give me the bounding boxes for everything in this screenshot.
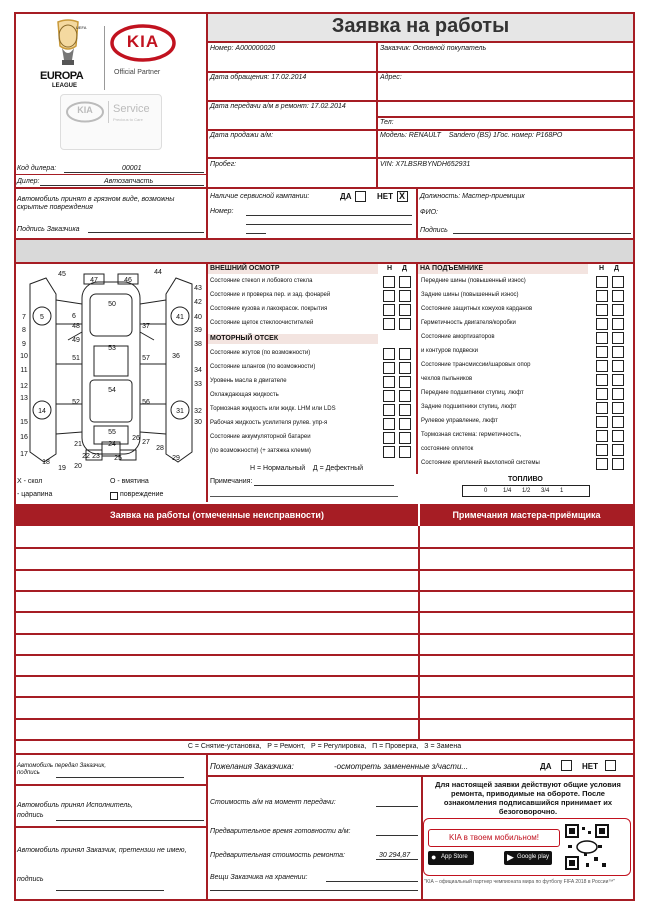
diagram-number: 27 [142, 439, 150, 446]
legend-box: повреждение [120, 491, 164, 498]
lift-item-label: Задние шины (повышенный износ) [421, 292, 519, 298]
europa-text: EUROPA [40, 70, 84, 82]
diagram-number: 44 [154, 269, 162, 276]
storage-label: Вещи Заказчика на хранении: [210, 874, 308, 881]
lift-checkbox-d[interactable] [612, 416, 624, 428]
lift-item-label: Тормозная система: герметичность, [421, 432, 522, 438]
external-item-label: Состояние стекол и лобового стекла [210, 278, 313, 284]
repair-label: Предварительная стоимость ремонта: [210, 852, 345, 859]
engine-item-label: Рабочая жидкость усилителя рулев. упр-я [210, 420, 328, 426]
diagram-number: 17 [20, 451, 28, 458]
lift-item-label: Состояние амортизаторов [421, 334, 495, 340]
lift-item-label: Состояние трансмиссии/шаровых опор [421, 362, 531, 368]
diagram-number: 7 [22, 314, 26, 321]
lift-col-d: Д [614, 265, 619, 272]
engine-checkbox-d[interactable] [399, 390, 411, 402]
wishes-yes-checkbox[interactable] [561, 760, 572, 771]
diagram-number: 18 [42, 459, 50, 466]
lift-checkbox-n[interactable] [596, 402, 608, 414]
field-model[interactable]: Модель: RENAULT Sandero (BS) 1Гос. номер: Р168РО [380, 132, 563, 139]
wishes-yes-label: ДА [540, 762, 552, 771]
league-text: LEAGUE [52, 83, 78, 89]
work-request-cell[interactable] [16, 527, 418, 546]
remarks-label: Примечания: [210, 478, 253, 485]
wishes-value[interactable]: -осмотреть замененные з/части... [334, 762, 469, 771]
external-header: ВНЕШНИЙ ОСМОТР [208, 264, 378, 274]
field-address[interactable]: Адрес: [380, 74, 402, 81]
engine-checkbox-n[interactable] [383, 404, 395, 416]
master-note-cell[interactable] [420, 591, 633, 610]
diagram-number: 26 [132, 435, 140, 442]
diagram-number: 46 [124, 277, 132, 284]
claims-sign-label: подпись [17, 876, 44, 883]
external-checkbox-d[interactable] [399, 304, 411, 316]
dealer-label: Дилер: [17, 178, 40, 185]
diagram-number: 56 [142, 399, 150, 406]
diagram-number: 6 [72, 313, 76, 320]
external-checkbox-n[interactable] [383, 318, 395, 330]
lift-checkbox-d[interactable] [612, 304, 624, 316]
ready-label: Предварительное время готовности а/м: [210, 828, 351, 835]
campaign-yes-checkbox[interactable] [355, 191, 366, 202]
lift-item-label: Состояние защитных кожухов карданов [421, 306, 533, 312]
lift-checkbox-n[interactable] [596, 276, 608, 288]
lift-checkbox-d[interactable] [612, 290, 624, 302]
diagram-number: 8 [22, 327, 26, 334]
lift-checkbox-n[interactable] [596, 318, 608, 330]
mobile-text: KIA в твоем мобильном! [428, 829, 560, 847]
campaign-label: Наличие сервисной кампании: [210, 193, 310, 200]
campaign-yes-label: ДА [340, 192, 352, 201]
diagram-number: 23 [92, 453, 100, 460]
engine-checkbox-d[interactable] [399, 362, 411, 374]
dealer-code-value[interactable]: 00001 [122, 165, 142, 172]
diagram-number: 29 [172, 455, 180, 462]
diagram-number: 48 [72, 323, 80, 330]
external-checkbox-d[interactable] [399, 318, 411, 330]
fuel-mark[interactable]: 1/2 [522, 488, 531, 494]
lift-checkbox-d[interactable] [612, 458, 624, 470]
lift-header: НА ПОДЪЕМНИКЕ [418, 264, 588, 274]
engine-header: МОТОРНЫЙ ОТСЕК [208, 334, 378, 344]
diagram-number: 43 [194, 285, 202, 292]
work-header-left: Заявка на работы (отмеченные неисправности) [16, 504, 418, 526]
fuel-label: ТОПЛИВО [508, 476, 543, 483]
external-item-label: Состояние щеток стеклоочистителей [210, 320, 314, 326]
work-request-cell[interactable] [16, 698, 418, 717]
engine-checkbox-d[interactable] [399, 348, 411, 360]
external-checkbox-n[interactable] [383, 290, 395, 302]
work-legend: С = Снятие-установка, Р = Ремонт, Р = Регулировка, П = Проверка, З = Замена [187, 743, 462, 750]
fuel-mark[interactable]: 0 [484, 488, 488, 494]
lift-item-label: состояние оплеток [421, 446, 474, 452]
terms-notice: Для настоящей заявки действуют общие условия ремонта, приводимые на обороте. После ознакомления подписавшийся принимает их безоговорочно. [435, 780, 621, 816]
engine-checkbox-n[interactable] [383, 418, 395, 430]
diagram-number: 14 [38, 408, 46, 415]
fifa-footnote: "KIA – официальный партнер чемпионата мира по футболу FIFA 2018 в России™" [424, 879, 616, 885]
lift-checkbox-d[interactable] [612, 402, 624, 414]
google-play-button[interactable]: ▶ Google play [504, 851, 552, 865]
diagram-number: 40 [194, 314, 202, 321]
lift-item-label: и контуров подвески [421, 348, 479, 354]
cost-label: Стоимость а/м на момент передачи: [210, 799, 336, 806]
diagram-number: 28 [156, 445, 164, 452]
field-mileage[interactable]: Пробег: [210, 161, 237, 168]
engine-checkbox-n[interactable] [383, 432, 395, 444]
fuel-mark[interactable]: 1 [560, 488, 564, 494]
diagram-number: 36 [172, 353, 180, 360]
app-store-button[interactable]: ● App Store [428, 851, 474, 865]
handed-label: Автомобиль передал Заказчик, [17, 763, 107, 769]
diagram-number: 11 [20, 367, 28, 374]
external-col-n: Н [387, 265, 393, 272]
diagram-number: 24 [108, 441, 116, 448]
engine-item-label: Состояние шлангов (по возможности) [210, 364, 316, 370]
wishes-no-label: НЕТ [582, 762, 598, 771]
diagram-number: 33 [194, 381, 202, 388]
engine-checkbox-n[interactable] [383, 376, 395, 388]
lift-checkbox-n[interactable] [596, 374, 608, 386]
diagram-number: 9 [22, 341, 26, 348]
lift-checkbox-d[interactable] [612, 346, 624, 358]
diagram-number: 39 [194, 327, 202, 334]
customer-signature-label: Подпись Заказчика [17, 226, 80, 233]
diagram-number: 34 [194, 367, 202, 374]
diagram-number: 25 [114, 455, 122, 462]
grey-band [16, 240, 633, 262]
legend-line: - царапина [17, 491, 53, 498]
external-item-label: Состояние и проверка пер. и зад. фонарей [210, 292, 331, 298]
fuel-mark[interactable]: 1/4 [503, 488, 512, 494]
diagram-number: 38 [194, 341, 202, 348]
external-checkbox-n[interactable] [383, 276, 395, 288]
field-sale-date[interactable]: Дата продажи а/м: [210, 132, 274, 139]
external-checkbox-n[interactable] [383, 304, 395, 316]
external-col-d: Д [402, 265, 407, 272]
engine-legend: Н = Нормальный Д = Дефектный [250, 465, 364, 472]
work-request-cell[interactable] [16, 634, 418, 653]
diagram-number: 52 [72, 399, 80, 406]
engine-item-label: Охлаждающая жидкость [210, 392, 279, 398]
field-vin[interactable]: VIN: X7LBSRBYNDH652931 [380, 161, 471, 168]
lift-checkbox-n[interactable] [596, 430, 608, 442]
external-checkbox-d[interactable] [399, 276, 411, 288]
lift-checkbox-n[interactable] [596, 332, 608, 344]
work-request-cell[interactable] [16, 676, 418, 695]
diagram-number: 19 [58, 465, 66, 472]
engine-item-label: Состояние жгутов (по возможности) [210, 350, 311, 356]
engine-item-label: Тормозная жидкость или жидк. LHM или LDS [210, 406, 336, 412]
lift-item-label: Герметичность двигателя/коробки [421, 320, 516, 326]
campaign-number-label: Номер: [210, 208, 234, 215]
lift-item-label: Передние шины (повышенный износ) [421, 278, 526, 284]
lift-checkbox-d[interactable] [612, 430, 624, 442]
lift-checkbox-n[interactable] [596, 444, 608, 456]
diagram-number: 20 [74, 463, 82, 470]
legend-o: O - вмятина [110, 478, 149, 485]
diagram-number: 51 [72, 355, 80, 362]
kia-service-logo: KIA Service Precious to Care [60, 94, 162, 150]
engine-checkbox-d[interactable] [399, 446, 411, 458]
engine-checkbox-n[interactable] [383, 348, 395, 360]
diagram-number: 5 [40, 314, 44, 321]
diagram-number: 16 [20, 434, 28, 441]
diagram-number: 13 [20, 395, 28, 402]
engine-checkbox-d[interactable] [399, 418, 411, 430]
qr-code-icon [564, 823, 610, 871]
diagram-number: 49 [72, 337, 80, 344]
signature-label: Подпись [420, 227, 448, 234]
work-header-right: Примечания мастера-приёмщика [420, 504, 633, 526]
lift-checkbox-d[interactable] [612, 444, 624, 456]
claims-label: Автомобиль принял Заказчик, претензии не имею, [17, 847, 187, 854]
lift-item-label: Состояние креплений выхлопной системы [421, 460, 540, 466]
diagram-number: 31 [176, 408, 184, 415]
campaign-no-mark: X [399, 191, 406, 201]
dealer-code-label: Код дилера: [17, 165, 57, 172]
legend-box-icon [110, 492, 118, 500]
engine-item-label: Уровень масла в двигателе [210, 378, 287, 384]
field-request-date[interactable]: Дата обращения: 17.02.2014 [210, 74, 307, 81]
engine-checkbox-d[interactable] [399, 432, 411, 444]
work-row-line [16, 739, 633, 741]
dealer-value[interactable]: Автозапчасть [104, 178, 154, 185]
legend-x: X - скол [17, 478, 43, 485]
repair-value[interactable]: 30 294,87 [379, 852, 411, 859]
diagram-number: 30 [194, 419, 202, 426]
master-note-cell[interactable] [420, 549, 633, 568]
accepted-label: Автомобиль принял Исполнитель, [17, 802, 133, 809]
field-customer[interactable]: Заказчик: Основной покупатель [380, 45, 487, 52]
fuel-mark[interactable]: 3/4 [541, 488, 550, 494]
diagram-number: 50 [108, 301, 116, 308]
lift-checkbox-d[interactable] [612, 388, 624, 400]
diagram-number: 45 [58, 271, 66, 278]
fio-label: ФИО: [420, 209, 438, 216]
master-note-cell[interactable] [420, 676, 633, 695]
lift-checkbox-n[interactable] [596, 458, 608, 470]
diagram-number: 47 [90, 277, 98, 284]
play-icon: ▶ [507, 852, 514, 862]
work-request-cell[interactable] [16, 613, 418, 632]
handed-sign-label: подпись [17, 770, 40, 776]
diagram-number: 21 [74, 441, 82, 448]
master-note-cell[interactable] [420, 527, 633, 546]
engine-checkbox-n[interactable] [383, 390, 395, 402]
wishes-no-checkbox[interactable] [605, 760, 616, 771]
diagram-number: 41 [176, 314, 184, 321]
work-request-cell[interactable] [16, 655, 418, 674]
lift-checkbox-n[interactable] [596, 416, 608, 428]
lift-checkbox-d[interactable] [612, 332, 624, 344]
engine-checkbox-d[interactable] [399, 404, 411, 416]
position-field[interactable]: Должность: Мастер-приемщик [420, 193, 525, 200]
car-damage-diagram[interactable] [16, 264, 206, 474]
lift-item-label: Рулевое управление, люфт [421, 418, 498, 424]
mobile-banner[interactable] [423, 818, 631, 876]
lift-checkbox-d[interactable] [612, 360, 624, 372]
work-request-cell[interactable] [16, 719, 418, 738]
engine-item-label: (по возможности) (+ затяжка клемм) [210, 448, 311, 454]
lift-col-n: Н [599, 265, 605, 272]
apple-icon: ● [431, 852, 437, 862]
diagram-number: 10 [20, 353, 28, 360]
diagram-number: 37 [142, 323, 150, 330]
engine-checkbox-n[interactable] [383, 362, 395, 374]
lift-checkbox-n[interactable] [596, 346, 608, 358]
master-note-cell[interactable] [420, 634, 633, 653]
lift-item-label: Задние подшипники ступиц, люфт [421, 404, 517, 410]
work-request-cell[interactable] [16, 570, 418, 589]
lift-checkbox-n[interactable] [596, 304, 608, 316]
field-phone[interactable]: Тел: [380, 119, 394, 126]
diagram-number: 15 [20, 419, 28, 426]
master-note-cell[interactable] [420, 655, 633, 674]
dirty-note: Автомобиль принят в грязном виде, возможны скрытые повреждения [17, 196, 175, 211]
lift-checkbox-n[interactable] [596, 360, 608, 372]
lift-checkbox-n[interactable] [596, 388, 608, 400]
master-note-cell[interactable] [420, 719, 633, 738]
master-note-cell[interactable] [420, 698, 633, 717]
campaign-no-label: НЕТ [377, 192, 393, 201]
diagram-number: 12 [20, 383, 28, 390]
engine-checkbox-d[interactable] [399, 376, 411, 388]
field-handover-date[interactable]: Дата передачи а/м в ремонт: 17.02.2014 [210, 103, 346, 110]
diagram-number: 53 [108, 345, 116, 352]
master-note-cell[interactable] [420, 613, 633, 632]
master-note-cell[interactable] [420, 570, 633, 589]
external-item-label: Состояние кузова и лакокрасок. покрытия [210, 306, 328, 312]
accepted-sign-label: подпись [17, 812, 44, 819]
uefa-text: UEFA [76, 25, 87, 30]
official-partner-text: Official Partner [114, 69, 161, 76]
lift-checkbox-d[interactable] [612, 276, 624, 288]
diagram-number: 54 [108, 387, 116, 394]
kia-logo: KIA [110, 24, 176, 62]
diagram-number: 55 [108, 429, 116, 436]
lift-checkbox-d[interactable] [612, 318, 624, 330]
diagram-number: 32 [194, 408, 202, 415]
lift-checkbox-d[interactable] [612, 374, 624, 386]
engine-checkbox-n[interactable] [383, 446, 395, 458]
wishes-label: Пожелания Заказчика: [210, 762, 294, 771]
work-request-cell[interactable] [16, 591, 418, 610]
field-number[interactable]: Номер: А000000020 [210, 45, 276, 52]
work-request-cell[interactable] [16, 549, 418, 568]
page-title: Заявка на работы [331, 15, 510, 37]
lift-item-label: Передние подшипники ступиц, люфт [421, 390, 524, 396]
lift-checkbox-n[interactable] [596, 290, 608, 302]
engine-item-label: Состояние аккумуляторной батареи [210, 434, 311, 440]
lift-item-label: чехлов пыльников [421, 376, 473, 382]
diagram-number: 42 [194, 299, 202, 306]
diagram-number: 57 [142, 355, 150, 362]
diagram-number: 22 [82, 453, 90, 460]
external-checkbox-d[interactable] [399, 290, 411, 302]
